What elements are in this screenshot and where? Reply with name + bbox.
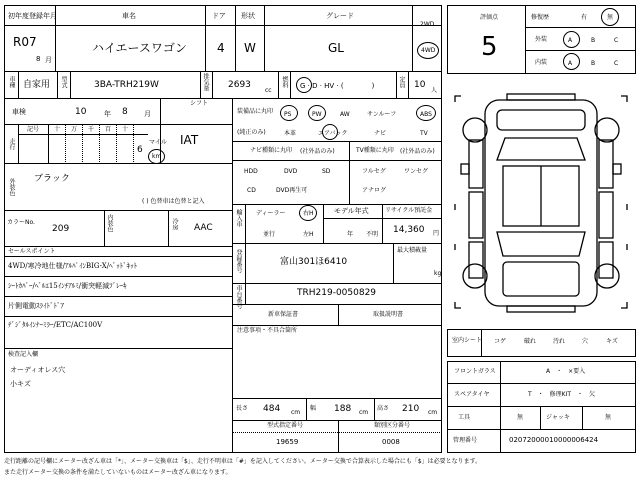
recycle-value: 14,360	[393, 225, 425, 235]
first-reg-label: 初年度登録年月	[8, 12, 57, 20]
ac-label: 冷房	[171, 218, 178, 230]
digit-unit-4: 十	[122, 126, 129, 133]
navi-opt: SD	[322, 168, 331, 175]
spare-label: スペアタイヤ	[454, 391, 490, 398]
fuel-options: G · D · HV · ( )	[300, 82, 375, 90]
notes-label: 注意事項・不具合箇所	[237, 327, 298, 334]
mgmt-label: 管理番号	[453, 437, 478, 444]
equip-airbag: エアバック	[318, 130, 348, 137]
footer-note-1: 走行距離の記号欄にメーター改ざん車は「*」、メーター交換車は「$」、走行不明車は「#」を記入してください。メーター交換で合算表示した場合にも「$」は必要となります。	[4, 458, 482, 465]
km-label: km	[152, 153, 162, 160]
doors: 4	[217, 41, 225, 55]
equipment-subtitle: (純正のみ)	[237, 129, 266, 136]
rule	[338, 304, 339, 325]
tv-title: TV種類に丸印	[356, 147, 394, 154]
max-load-label: 最大積載量	[397, 247, 428, 254]
rule	[525, 27, 636, 28]
repair-no: 無	[607, 14, 614, 21]
warranty-label: 新車保証書	[268, 311, 299, 318]
reg-value: 富山301ほ6410	[280, 257, 348, 267]
seat-opt: 汚れ	[553, 338, 566, 345]
rule	[245, 204, 246, 243]
height-unit: cm	[428, 409, 438, 416]
equip-airbag-circle	[322, 124, 338, 140]
inspection-month-unit: 月	[144, 110, 151, 118]
rule	[264, 5, 265, 71]
displacement-label: 排気量	[202, 73, 209, 91]
rule	[447, 429, 636, 430]
equip-pw-circle	[308, 105, 326, 121]
rule	[4, 348, 232, 349]
fuel-g-circle	[296, 77, 312, 93]
equip-aw: AW	[340, 111, 350, 118]
equip-ps-circle	[280, 105, 298, 121]
rule	[374, 398, 375, 420]
rule	[232, 420, 442, 421]
navi-opt: HDD	[244, 168, 258, 175]
rule	[4, 246, 232, 247]
rule	[323, 218, 442, 219]
model-year-unknown: 不明	[366, 231, 379, 238]
int-b: B	[591, 60, 596, 67]
rule	[18, 124, 19, 164]
car-name: ハイエースワゴン	[92, 41, 187, 55]
glass-label: フロントガラス	[454, 368, 496, 375]
footer-note-2: また走行メーター交換の条件を満たしていないものはメーター改ざん車になります。	[4, 469, 232, 476]
recycle-label: リサイクル預託金	[385, 207, 433, 214]
rule	[200, 71, 201, 98]
ext-a: A	[568, 37, 573, 44]
mileage-value: 6	[137, 145, 143, 155]
equip-leather: 本革	[284, 130, 297, 137]
inspection-year: 10	[75, 107, 87, 117]
drive-4wd: 4WD	[421, 47, 436, 54]
navi-opt: DVD再生可	[276, 187, 308, 194]
interior-label: 内装	[535, 59, 548, 66]
digit-unit-1: 万	[71, 126, 78, 133]
type-label: 型式	[60, 76, 67, 88]
rule	[82, 124, 83, 164]
shape: W	[244, 41, 256, 55]
length-label: 長さ	[236, 405, 249, 412]
tv-sub: (社外品のみ)	[400, 148, 435, 155]
rule	[70, 71, 71, 98]
rule	[245, 243, 246, 304]
rule	[235, 5, 236, 71]
rule	[525, 50, 636, 51]
jack-label: ジャッキ	[546, 414, 570, 421]
import-label: 輸入車	[235, 209, 242, 227]
mile-label: マイル	[149, 139, 167, 146]
color-code-label: カラーNo.	[7, 219, 35, 226]
rule	[408, 71, 409, 98]
repair-yes: 有	[581, 14, 588, 21]
length-value: 484	[263, 404, 281, 414]
rule	[323, 204, 324, 243]
model-year-label: モデル年式	[334, 207, 369, 215]
class-value: 自家用	[23, 80, 51, 90]
car-diagram	[447, 80, 636, 325]
rule	[540, 406, 541, 429]
tv-opt: フルセグ	[362, 168, 386, 175]
rule	[349, 141, 350, 204]
rule	[4, 25, 442, 26]
digits-label: 記号	[27, 126, 40, 133]
seat-opt: 穴	[582, 338, 589, 345]
rule	[290, 71, 291, 98]
car-name-label: 車名	[122, 12, 136, 20]
equip-abs-circle	[416, 105, 436, 121]
rule	[57, 71, 58, 98]
equip-abs: ABS	[420, 111, 432, 118]
equip-sunroof: サンルーフ	[367, 111, 397, 118]
shape-label: 形状	[241, 12, 255, 20]
rule	[382, 204, 383, 243]
tv-opt: ワンセグ	[404, 168, 429, 175]
reg-label: 登録番号	[235, 249, 242, 273]
mgmt-value: 02072000010000006424	[509, 436, 599, 444]
rule	[4, 98, 442, 99]
repair-label: 修復歴	[531, 14, 550, 21]
km-circle	[148, 149, 165, 164]
capacity-unit: 人	[431, 87, 438, 94]
inspection-year-unit: 年	[104, 110, 111, 118]
rule	[212, 71, 213, 98]
rule	[500, 361, 501, 453]
score-value: 5	[481, 32, 498, 62]
sales-point-line: ｼｰﾄｶﾊﾞｰ/ﾍﾞﾙｴ15ｲﾝﾁｱﾙﾐ/衝突軽減ﾌﾞﾚｰｷ	[8, 282, 127, 290]
digit-unit-2: 千	[88, 126, 95, 133]
import-right-h: 右H	[303, 210, 314, 217]
rule	[232, 325, 442, 326]
rule	[18, 71, 19, 98]
inspection-label: 車検	[12, 108, 26, 116]
import-parallel: 並行	[263, 231, 276, 238]
sales-point-line: ﾃﾞｼﾞﾀﾙｲﾝﾅｰﾐﾗｰ/ETC/AC100V	[8, 321, 103, 329]
model-no-label: 型式指定番号	[267, 422, 304, 429]
max-load-unit: kg	[434, 270, 442, 277]
rule	[447, 406, 636, 407]
rule	[306, 398, 307, 420]
jack-value: 無	[605, 414, 612, 421]
navi-opt: CD	[247, 187, 256, 194]
int-c: C	[614, 60, 619, 67]
rule	[168, 210, 169, 246]
inspector-line: オーディオレス穴	[10, 366, 66, 374]
first-reg-era: R07	[13, 35, 37, 49]
seat-opt: 破れ	[524, 338, 537, 345]
ext-c: C	[614, 37, 619, 44]
navi-sub: (社外品のみ)	[300, 148, 335, 155]
exterior-label: 外装	[535, 36, 548, 43]
import-left-h: 左H	[303, 231, 314, 238]
score-label: 評価点	[480, 14, 499, 21]
import-dealer: ディーラー	[256, 210, 286, 217]
equip-pw: PW	[312, 111, 322, 118]
manual-label: 取扱説明書	[373, 311, 404, 318]
mileage-label: 走行	[8, 138, 15, 150]
class-no-value: 0008	[382, 438, 400, 446]
vin-value: TRH219-0050829	[297, 288, 377, 298]
glass-opts: A ・ ×要入	[546, 368, 586, 375]
displacement-value: 2693	[228, 80, 251, 90]
equip-tv: TV	[420, 130, 428, 137]
seat-opt: コゲ	[494, 338, 507, 345]
sales-point-line: 4WD/寒冷地仕様/ｱﾙﾊﾟｲﾝBIG-X/ﾍﾞｯﾄﾞｷｯﾄ	[8, 262, 138, 270]
int-a-circle	[563, 53, 580, 70]
rule	[4, 210, 232, 211]
equipment-title: 装備品に丸印	[237, 108, 274, 115]
model-year-unit: 年	[347, 231, 354, 238]
rule	[412, 5, 413, 71]
color-label: 外装色	[8, 178, 15, 196]
rule	[525, 5, 526, 74]
width-value: 188	[334, 404, 352, 414]
color-note: ( ) 色替車は色替と記入	[142, 198, 205, 205]
rule	[396, 71, 397, 98]
rule	[48, 124, 49, 164]
model-no-value: 19659	[276, 438, 299, 446]
rule	[447, 383, 636, 384]
ext-b: B	[591, 37, 596, 44]
rule	[232, 98, 233, 453]
height-label: 高さ	[377, 405, 390, 412]
tv-opt: アナログ	[362, 187, 387, 194]
class-label: 車種	[8, 76, 15, 88]
navi-title: ナビ種類に丸印	[250, 147, 293, 154]
int-a: A	[568, 60, 573, 67]
rule	[4, 256, 232, 257]
digit-unit-0: 十	[54, 126, 61, 133]
spare-opts: T ・ 修理KIT ・ 欠	[528, 391, 596, 398]
rule	[133, 124, 134, 164]
rule	[232, 204, 442, 205]
rule	[4, 163, 232, 164]
rule	[104, 210, 105, 246]
class-no-label: 類別区分番号	[374, 422, 411, 429]
rule	[232, 304, 442, 305]
sales-point-line: 片側電動ｽﾗｲﾄﾞﾄﾞｱ	[8, 302, 64, 310]
tools-label: 工具	[458, 414, 471, 421]
color-code-value: 209	[52, 224, 70, 234]
rule	[4, 296, 232, 297]
rule	[232, 398, 442, 399]
width-unit: cm	[359, 409, 369, 416]
ext-a-circle	[563, 31, 580, 48]
grade: GL	[328, 41, 344, 55]
rule	[99, 124, 100, 164]
month-unit: 月	[45, 56, 52, 64]
height-value: 210	[402, 404, 420, 414]
ac-value: AAC	[194, 223, 213, 233]
tools-value: 無	[517, 414, 524, 421]
drive-2wd: 2WD	[420, 21, 435, 28]
capacity-label: 定員	[398, 76, 405, 88]
seat-opt: キズ	[606, 338, 618, 345]
rule	[582, 406, 583, 429]
recycle-unit: 円	[433, 230, 440, 237]
interior-color-label: 内装色	[106, 214, 113, 232]
rule	[232, 283, 442, 284]
vin-label: 車台番号	[235, 285, 242, 309]
shift-value: IAT	[180, 133, 199, 147]
rule	[4, 316, 232, 317]
door-label: ドア	[212, 12, 226, 20]
rule	[278, 71, 279, 98]
sales-points-label: セールスポイント	[8, 248, 56, 255]
width-label: 幅	[310, 405, 317, 412]
inspector-label: 検査記入欄	[8, 351, 39, 358]
inspector-line: 小キズ	[10, 380, 31, 388]
rule	[205, 5, 206, 71]
drive-4wd-circle	[417, 42, 439, 59]
repair-no-circle	[601, 8, 619, 26]
equip-ps: PS	[284, 111, 292, 118]
interior-seat-label: 室内シート	[452, 337, 483, 344]
rule	[65, 124, 66, 164]
capacity-value: 10	[414, 80, 426, 90]
rule	[232, 243, 442, 244]
type-value: 3BA-TRH219W	[94, 80, 159, 90]
rule	[116, 124, 117, 164]
displacement-unit: cc	[265, 87, 272, 94]
equip-navi: ナビ	[374, 130, 387, 137]
grade-label: グレード	[326, 12, 354, 20]
rule	[4, 276, 232, 277]
fuel-label: 燃料	[281, 76, 288, 88]
rule	[232, 160, 442, 161]
right-h-circle	[299, 205, 317, 221]
length-unit: cm	[291, 409, 301, 416]
navi-opt: DVD	[284, 168, 298, 175]
rule	[18, 134, 148, 135]
shift-label: シフト	[190, 100, 209, 107]
rule	[393, 243, 394, 283]
rule	[338, 420, 339, 453]
rule	[232, 432, 442, 433]
color-value: ブラック	[34, 174, 70, 184]
first-reg-month: 8	[36, 55, 41, 63]
rule	[4, 124, 232, 125]
inspection-month: 8	[122, 107, 128, 117]
digit-unit-3: 百	[105, 126, 112, 133]
rule	[232, 141, 442, 142]
